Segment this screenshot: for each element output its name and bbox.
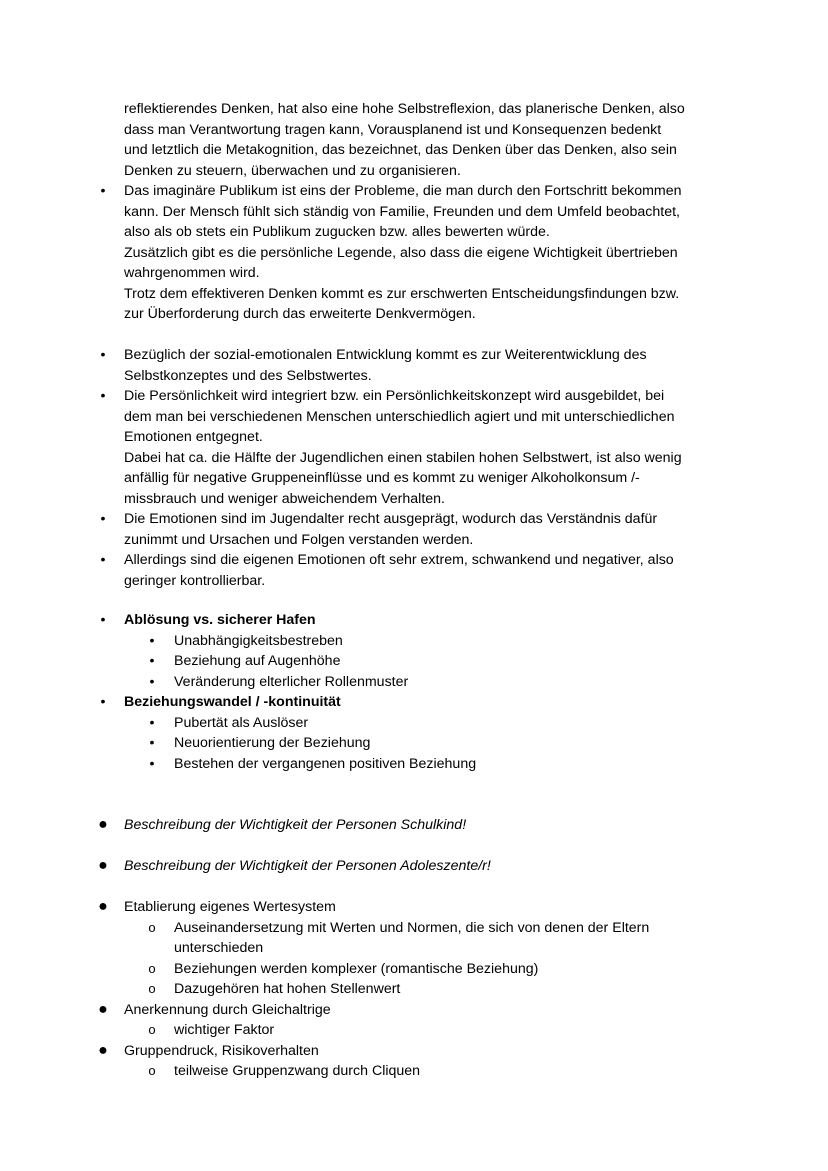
text-line: zunimmt und Ursachen und Folgen verstanden werden. — [124, 531, 474, 548]
sub-list-item: • Beziehung auf Augenhöhe — [0, 651, 828, 672]
text-line: missbrauch und weniger abweichendem Verhalten. — [124, 490, 445, 507]
list-item: • Bezüglich der sozial-emotionalen Entwicklung kommt es zur Weiterentwicklung des — [0, 345, 828, 366]
text-line: Trotz dem effektiveren Denken kommt es zur erschwerten Entscheidungsfindungen bzw. — [124, 285, 680, 302]
intro-paragraph — [0, 99, 828, 181]
bullet-group-relationship — [0, 610, 828, 774]
bullet-group-values — [0, 897, 828, 1082]
bullet-icon: • — [149, 632, 155, 649]
bullet-icon: • — [100, 552, 106, 568]
text-line: unterschieden — [174, 940, 264, 956]
bullet-group-thinking — [0, 181, 828, 325]
list-item: ● Beschreibung der Wichtigkeit der Personen Adoleszente/r! — [0, 856, 828, 877]
text-line: reflektierendes Denken, hat also eine hohe Selbstreflexion, das planerische Denken, also — [124, 101, 685, 117]
sub-list-item: o wichtiger Faktor — [0, 1020, 828, 1041]
bullet-icon: ● — [98, 857, 108, 874]
list-heading: Gruppendruck, Risikoverhalten — [124, 1042, 319, 1059]
sub-list-item: • Bestehen der vergangenen positiven Beziehung — [0, 754, 828, 775]
list-heading: Beziehungswandel / -kontinuität — [124, 694, 341, 710]
bullet-icon: • — [149, 714, 155, 731]
circle-bullet-icon: o — [148, 1022, 156, 1037]
sub-list-item: o teilweise Gruppenzwang durch Cliquen — [0, 1061, 828, 1082]
bullet-icon: • — [149, 755, 155, 772]
text-line: Selbstkonzeptes und des Selbstwertes. — [124, 367, 372, 384]
list-heading: Etablierung eigenes Wertesystem — [124, 899, 336, 915]
sub-list-item: • Neuorientierung der Beziehung — [0, 733, 828, 754]
list-item — [0, 692, 828, 713]
bullet-icon: • — [100, 694, 106, 710]
list-heading: Ablösung vs. sicherer Hafen — [124, 612, 316, 628]
text-line: also als ob stets ein Publikum zugucken bzw. alles bewerten würde. — [124, 224, 550, 240]
bullet-icon: ● — [98, 1000, 108, 1018]
sub-list-item: o Beziehungen werden komplexer (romantische Beziehung) — [0, 959, 828, 980]
text-line: Dabei hat ca. die Hälfte der Jugendlichen einen stabilen hohen Selbstwert, ist also wenig — [124, 449, 682, 466]
circle-bullet-icon: o — [148, 981, 156, 996]
text-line: wahrgenommen wird. — [124, 265, 260, 281]
text-line: geringer kontrollierbar. — [124, 572, 266, 589]
bullet-icon: ● — [98, 816, 108, 833]
bullet-icon: • — [100, 612, 106, 628]
italic-prompt-adolescent — [0, 856, 828, 877]
text-line: Denken zu steuern, überwachen und zu organisieren. — [124, 162, 461, 179]
italic-prompt-schoolchild — [0, 815, 828, 836]
bullet-icon: ● — [98, 898, 108, 915]
list-item — [0, 1041, 828, 1062]
bullet-icon: • — [100, 511, 106, 527]
bullet-group-emotional — [0, 345, 828, 591]
list-heading: Anerkennung durch Gleichaltrige — [124, 1001, 331, 1018]
sub-list-item: o Auseinandersetzung mit Werten und Normen, die sich von denen der Eltern — [0, 918, 828, 939]
text-line: und letztlich die Metakognition, das bezeichnet, das Denken über das Denken, also sein — [124, 142, 677, 158]
sub-list-item: • Pubertät als Auslöser — [0, 713, 828, 734]
text-line: anfällig für negative Gruppeneinflüsse und es kommt zu weniger Alkoholkonsum /- — [124, 470, 640, 486]
list-item: ● Beschreibung der Wichtigkeit der Personen Schulkind! — [0, 815, 828, 836]
text-line: Emotionen entgegnet. — [124, 429, 263, 445]
bullet-icon: ● — [98, 1041, 108, 1059]
sub-list-item: o Dazugehören hat hohen Stellenwert — [0, 979, 828, 1000]
text-line: dem man bei verschiedenen Menschen unterschiedlich agiert und mit unterschiedlichen — [124, 408, 675, 425]
list-item: • Die Persönlichkeit wird integriert bzw. ein Persönlichkeitskonzept wird ausgebildet, bei — [0, 386, 828, 407]
bullet-icon: • — [100, 347, 106, 363]
list-item — [0, 1000, 828, 1021]
bullet-icon: • — [100, 388, 106, 404]
bullet-icon: • — [149, 673, 155, 690]
list-item — [0, 610, 828, 631]
text-line: dass man Verantwortung tragen kann, Vorausplanend ist und Konsequenzen bedenkt — [124, 121, 662, 138]
bullet-icon: • — [149, 735, 155, 751]
circle-bullet-icon: o — [148, 960, 156, 976]
list-item: • Das imaginäre Publikum ist eins der Probleme, die man durch den Fortschritt bekommen — [0, 181, 828, 202]
circle-bullet-icon: o — [148, 919, 156, 935]
sub-list-item: • Veränderung elterlicher Rollenmuster — [0, 672, 828, 693]
list-item: • Die Emotionen sind im Jugendalter recht ausgeprägt, wodurch das Verständnis dafür — [0, 509, 828, 530]
text-line: Zusätzlich gibt es die persönliche Legende, also dass die eigene Wichtigkeit übertrieben — [124, 244, 678, 261]
list-item — [0, 897, 828, 918]
text-line: kann. Der Mensch fühlt sich ständig von Familie, Freunden und dem Umfeld beobachtet, — [124, 203, 680, 220]
circle-bullet-icon: o — [148, 1063, 156, 1078]
bullet-icon: • — [149, 653, 155, 669]
bullet-icon: • — [100, 183, 106, 199]
sub-list-item: • Unabhängigkeitsbestreben — [0, 631, 828, 652]
list-item: • Allerdings sind die eigenen Emotionen oft sehr extrem, schwankend und negativer, also — [0, 550, 828, 571]
text-line: zur Überforderung durch das erweiterte Denkvermögen. — [124, 306, 476, 322]
